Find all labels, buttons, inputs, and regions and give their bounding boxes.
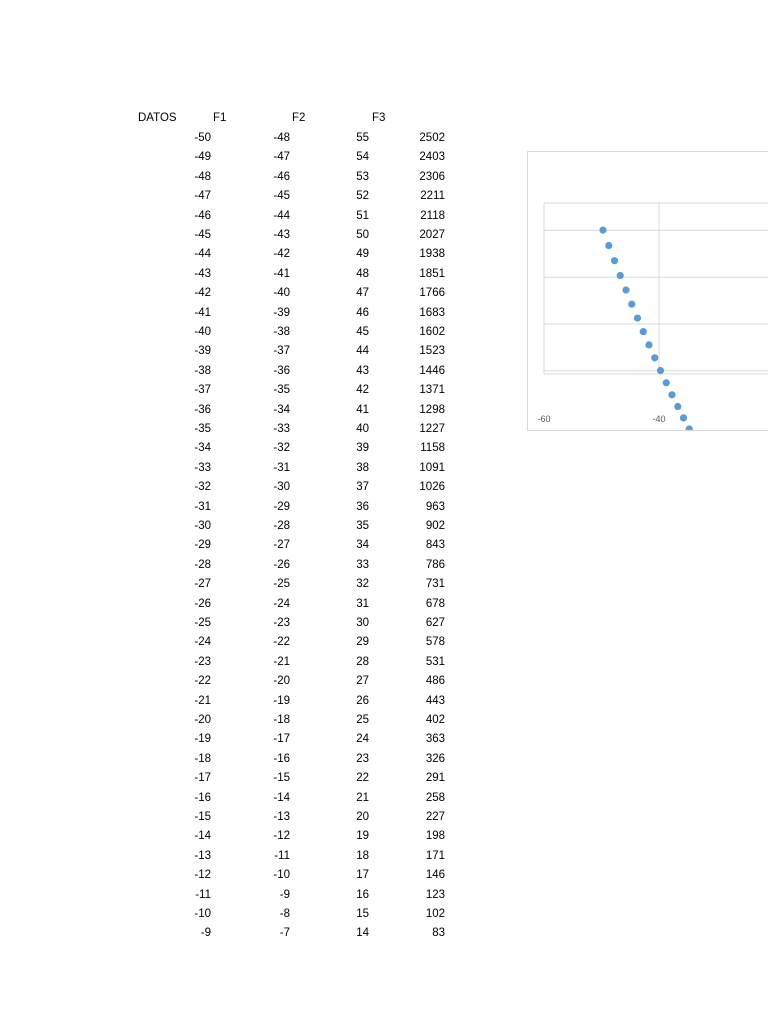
table-cell: -29 [273,500,290,513]
table-cell: 48 [356,267,369,280]
table-cell: 39 [356,442,369,455]
table-cell: -26 [273,558,290,571]
table-cell: -8 [279,908,290,920]
table-cell: 42 [356,384,369,397]
table-cell: 50 [356,229,369,241]
table-cell: -25 [273,578,290,591]
table-cell: -42 [273,248,290,261]
data-point [605,242,612,249]
table-cell: -17 [194,772,211,785]
table-cell: -9 [279,888,290,901]
table-cell: 27 [356,675,369,688]
table-cell: -12 [273,830,290,843]
table-cell: 83 [432,927,445,940]
table-cell: -43 [273,229,290,241]
table-cell: -33 [194,461,211,474]
data-point [680,414,687,421]
table-cell: 51 [356,209,369,222]
table-cell: -10 [273,869,290,882]
x-tick-label: -40 [652,414,666,424]
table-cell: 402 [425,714,445,726]
header-datos: DATOS [138,112,177,124]
table-cell: -23 [273,617,290,629]
table-cell: -47 [273,151,290,164]
table-cell: -34 [273,403,290,416]
table-cell: 258 [425,791,445,804]
table-cell: 1602 [419,326,445,338]
table-cell: -45 [194,229,211,241]
table-cell: -7 [279,927,290,940]
table-cell: 33 [356,558,369,571]
table-cell: 146 [425,869,445,882]
table-cell: 29 [356,636,369,649]
table-cell: 2502 [419,132,445,144]
table-cell: 171 [425,849,445,862]
data-point [674,403,681,410]
table-cell: 15 [356,908,369,920]
table-cell: -28 [273,520,290,532]
table-cell: 1446 [419,364,445,377]
table-cell: 1766 [419,287,445,300]
data-point [686,425,693,430]
data-point [611,257,618,264]
data-point [640,328,647,335]
data-point [645,341,652,348]
table-cell: -15 [273,772,290,785]
table-cell: -44 [194,248,211,261]
table-cell: -46 [273,170,290,183]
table-cell: -10 [194,908,211,920]
data-point [617,272,624,279]
table-cell: 1851 [419,267,445,280]
table-cell: -17 [273,733,290,746]
table-cell: 44 [356,345,369,358]
table-cell: 2118 [420,209,445,222]
table-cell: -40 [273,287,290,300]
table-cell: -38 [194,364,211,377]
table-cell: -21 [194,694,211,707]
table-cell: 32 [356,578,369,591]
table-cell: -19 [194,733,211,746]
table-cell: -12 [194,869,211,882]
table-cell: 123 [425,888,445,901]
table-cell: -43 [194,267,211,280]
header-f1: F1 [213,112,227,124]
table-cell: 21 [356,791,369,804]
table-cell: 22 [356,772,369,785]
table-cell: -21 [273,655,290,668]
table-cell: 443 [425,694,445,707]
table-cell: 678 [425,597,445,610]
table-cell: 786 [425,558,445,571]
table-cell: -37 [194,384,211,397]
x-tick-label: -60 [537,414,551,424]
table-cell: 227 [425,811,445,823]
table-cell: 34 [356,539,369,552]
table-cell: -24 [194,636,211,649]
table-cell: -34 [194,442,211,455]
table-cell: 52 [356,190,369,203]
table-cell: -11 [274,849,290,862]
data-point [657,367,664,374]
table-cell: -22 [273,636,290,649]
table-cell: -33 [273,423,290,435]
data-point [628,301,635,308]
data-point [663,379,670,386]
table-cell: -9 [200,927,211,940]
table-cell: -24 [273,597,290,610]
table-cell: 30 [356,617,369,629]
table-cell: 47 [356,287,369,300]
data-point [622,286,629,293]
header-f3: F3 [372,112,386,124]
table-cell: 31 [356,597,369,610]
table-cell: 37 [356,481,369,494]
table-cell: 43 [356,364,369,377]
table-cell: 16 [356,888,369,901]
table-cell: -11 [195,888,211,901]
table-cell: -14 [194,830,211,843]
table-cell: 1298 [419,403,445,416]
table-cell: -39 [273,306,290,319]
table-cell: 45 [356,326,369,338]
chart-area [527,151,768,431]
table-cell: 23 [356,752,369,765]
table-cell: -27 [273,539,290,552]
table-cell: -31 [194,500,211,513]
table-cell: 41 [356,403,369,416]
table-cell: 1371 [419,384,445,397]
table-cell: 24 [356,733,369,746]
table-cell: -39 [194,345,211,358]
table-cell: 1091 [419,461,445,474]
data-point [651,354,658,361]
table-cell: -48 [194,170,211,183]
data-point [668,391,675,398]
table-cell: 28 [356,655,369,668]
table-cell: 40 [356,423,369,435]
table-cell: -35 [273,384,290,397]
table-cell: 843 [425,539,445,552]
table-cell: -41 [273,267,290,280]
table-cell: 2211 [420,190,445,203]
table-cell: 531 [425,655,445,668]
table-cell: 486 [425,675,445,688]
table-cell: 198 [425,830,445,843]
table-cell: -49 [194,151,211,164]
table-cell: 36 [356,500,369,513]
table-cell: 26 [356,694,369,707]
table-cell: 14 [356,927,369,940]
table-cell: 627 [425,617,445,629]
table-cell: -26 [194,597,211,610]
table-cell: 2306 [419,170,445,183]
table-cell: 326 [425,752,445,765]
table-cell: -44 [273,209,290,222]
table-cell: 1026 [419,481,445,494]
table-cell: 963 [425,500,445,513]
table-cell: -40 [194,326,211,338]
table-cell: -35 [194,423,211,435]
table-cell: 20 [356,811,369,823]
table-cell: 578 [425,636,445,649]
table-cell: 1158 [420,442,445,455]
table-cell: 2027 [419,229,445,241]
table-cell: -50 [194,132,211,144]
table-cell: -15 [194,811,211,823]
table-cell: -20 [273,675,290,688]
table-cell: 38 [356,461,369,474]
table-cell: -19 [273,694,290,707]
table-cell: -38 [273,326,290,338]
table-cell: 291 [425,772,445,785]
table-cell: 1683 [419,306,445,319]
table-cell: 35 [356,520,369,532]
table-cell: 53 [356,170,369,183]
table-cell: -42 [194,287,211,300]
table-cell: 1938 [419,248,445,261]
table-cell: -20 [194,714,211,726]
table-cell: -28 [194,558,211,571]
table-cell: -36 [273,364,290,377]
table-cell: 19 [356,830,369,843]
data-point [599,226,606,233]
table-cell: 17 [356,869,369,882]
table-cell: -32 [273,442,290,455]
table-cell: -18 [273,714,290,726]
table-cell: 18 [356,849,369,862]
table-cell: -13 [194,849,211,862]
table-cell: 46 [356,306,369,319]
table-cell: 54 [356,151,369,164]
table-cell: -29 [194,539,211,552]
table-cell: 731 [425,578,445,591]
table-cell: 902 [425,520,445,532]
header-f2: F2 [292,112,306,124]
table-cell: -14 [273,791,290,804]
table-cell: 2403 [419,151,445,164]
table-cell: -25 [194,617,211,629]
table-cell: -47 [194,190,211,203]
table-cell: -31 [273,461,290,474]
table-cell: -22 [194,675,211,688]
table-cell: -48 [273,132,290,144]
table-cell: 55 [356,132,369,144]
table-cell: 49 [356,248,369,261]
table-cell: -37 [273,345,290,358]
table-cell: -30 [194,520,211,532]
table-cell: -32 [194,481,211,494]
table-cell: -45 [273,190,290,203]
table-cell: -27 [194,578,211,591]
table-cell: -30 [273,481,290,494]
table-cell: -18 [194,752,211,765]
table-cell: -13 [273,811,290,823]
table-cell: 25 [356,714,369,726]
table-cell: -41 [194,306,211,319]
table-cell: 1227 [419,423,445,435]
table-cell: 102 [425,908,445,920]
data-point [634,314,641,321]
table-cell: -16 [273,752,290,765]
table-cell: -23 [194,655,211,668]
table-cell: 363 [425,733,445,746]
scatter-chart [528,152,768,430]
table-cell: 1523 [419,345,445,358]
table-cell: -46 [194,209,211,222]
table-cell: -36 [194,403,211,416]
table-cell: -16 [194,791,211,804]
